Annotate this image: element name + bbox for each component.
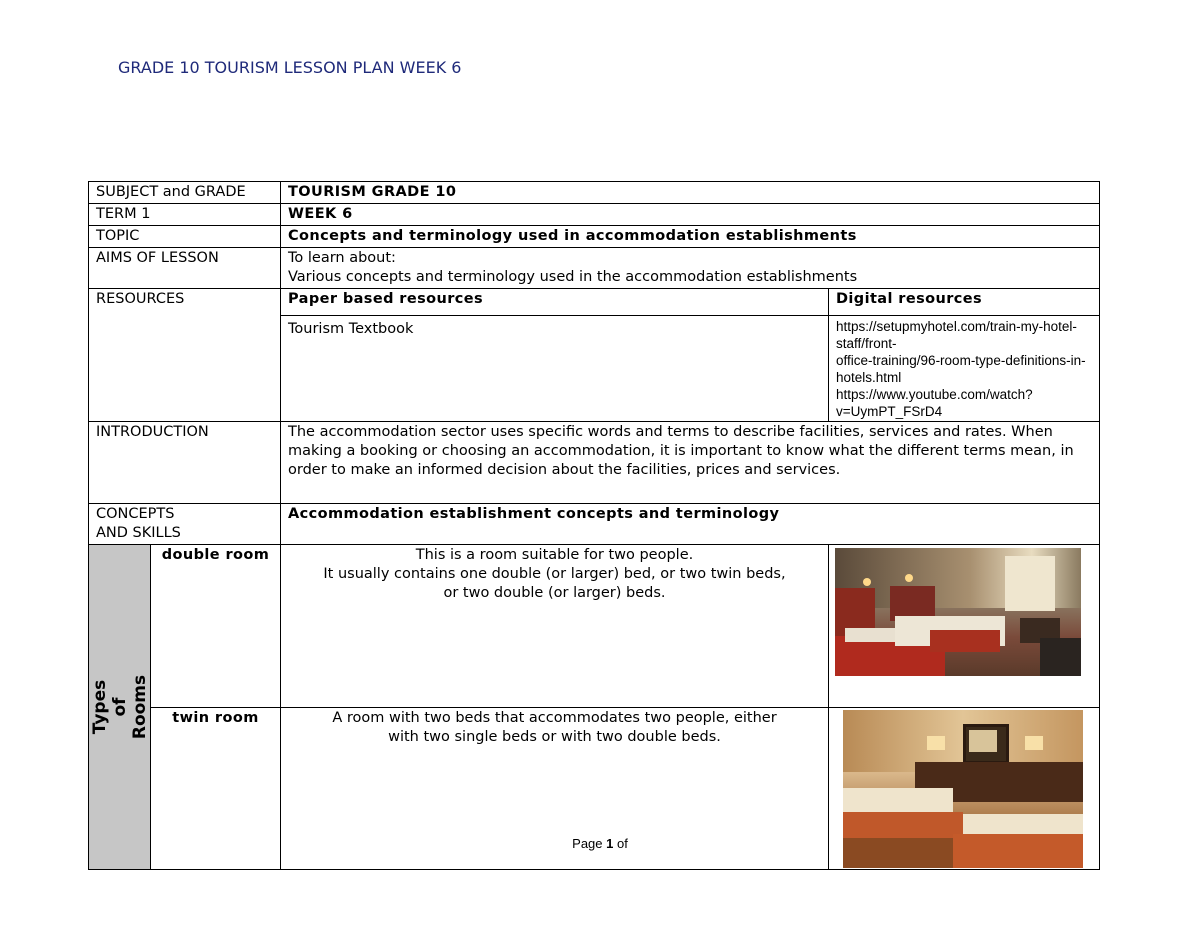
side-label-line-3: Rooms	[129, 674, 150, 740]
resource-link-1b[interactable]: office-training/96-room-type-definitions-in-hotels.html	[836, 353, 1086, 385]
footer-suffix: of	[613, 836, 628, 851]
subject-value: TOURISM GRADE 10	[281, 182, 1100, 204]
resource-link-1a[interactable]: https://setupmyhotel.com/train-my-hotel-staff/front-	[836, 319, 1077, 351]
concepts-label-line-1: CONCEPTS	[96, 506, 175, 522]
concepts-label-line-2: AND SKILLS	[96, 525, 181, 541]
aims-value	[281, 248, 1100, 289]
types-of-rooms-side-label	[89, 545, 151, 870]
side-label-line-2: of	[109, 697, 130, 717]
double-room-photo-cell	[829, 545, 1100, 708]
introduction-text: The accommodation sector uses specific words and terms to describe facilities, services and rates. When making a booking or choosing an accommodation, it is important to know what the different terms mean, in order to make an informed decision about the facilities, prices and services.	[281, 422, 1100, 504]
digital-resources-heading: Digital resources	[829, 289, 1100, 316]
footer-prefix: Page	[572, 836, 607, 851]
table-row	[89, 545, 1100, 708]
aims-line-2: Various concepts and terminology used in the accommodation establishments	[288, 269, 858, 285]
page-footer	[0, 836, 1200, 851]
double-room-line-2: It usually contains one double (or larger) bed, or two twin beds,	[323, 566, 786, 582]
lesson-plan-table	[88, 181, 1100, 870]
twin-room-line-1: A room with two beds that accommodates two people, either	[332, 710, 777, 726]
topic-label: TOPIC	[89, 226, 281, 248]
table-row	[89, 504, 1100, 545]
double-room-photo	[835, 548, 1081, 676]
aims-line-1: To learn about:	[288, 250, 396, 266]
double-room-line-1: This is a room suitable for two people.	[415, 547, 694, 563]
resource-link-2[interactable]: https://www.youtube.com/watch?v=UymPT_FSrD4	[836, 387, 1033, 419]
topic-value: Concepts and terminology used in accommodation establishments	[281, 226, 1100, 248]
table-row	[89, 422, 1100, 504]
double-room-term: double room	[151, 545, 281, 708]
table-row	[89, 248, 1100, 289]
introduction-label: INTRODUCTION	[89, 422, 281, 504]
side-label-line-1: Types	[89, 679, 110, 735]
double-room-line-3: or two double (or larger) beds.	[443, 585, 666, 601]
twin-room-line-2: with two single beds or with two double beds.	[388, 729, 721, 745]
double-room-definition	[281, 545, 829, 708]
twin-room-term: twin room	[151, 708, 281, 870]
week-value: WEEK 6	[281, 204, 1100, 226]
table-row	[89, 204, 1100, 226]
document-title: GRADE 10 TOURISM LESSON PLAN WEEK 6	[118, 58, 462, 77]
concepts-label	[89, 504, 281, 545]
table-row	[89, 226, 1100, 248]
subject-label: SUBJECT and GRADE	[89, 182, 281, 204]
paper-resources-heading: Paper based resources	[281, 289, 829, 316]
table-row	[89, 182, 1100, 204]
aims-label: AIMS OF LESSON	[89, 248, 281, 289]
digital-resource-links	[829, 316, 1100, 422]
term-label: TERM 1	[89, 204, 281, 226]
table-row	[89, 289, 1100, 316]
concepts-value: Accommodation establishment concepts and terminology	[281, 504, 1100, 545]
footer-page-number: 1	[606, 836, 614, 851]
paper-resource-item: Tourism Textbook	[281, 316, 829, 422]
resources-label: RESOURCES	[89, 289, 281, 422]
